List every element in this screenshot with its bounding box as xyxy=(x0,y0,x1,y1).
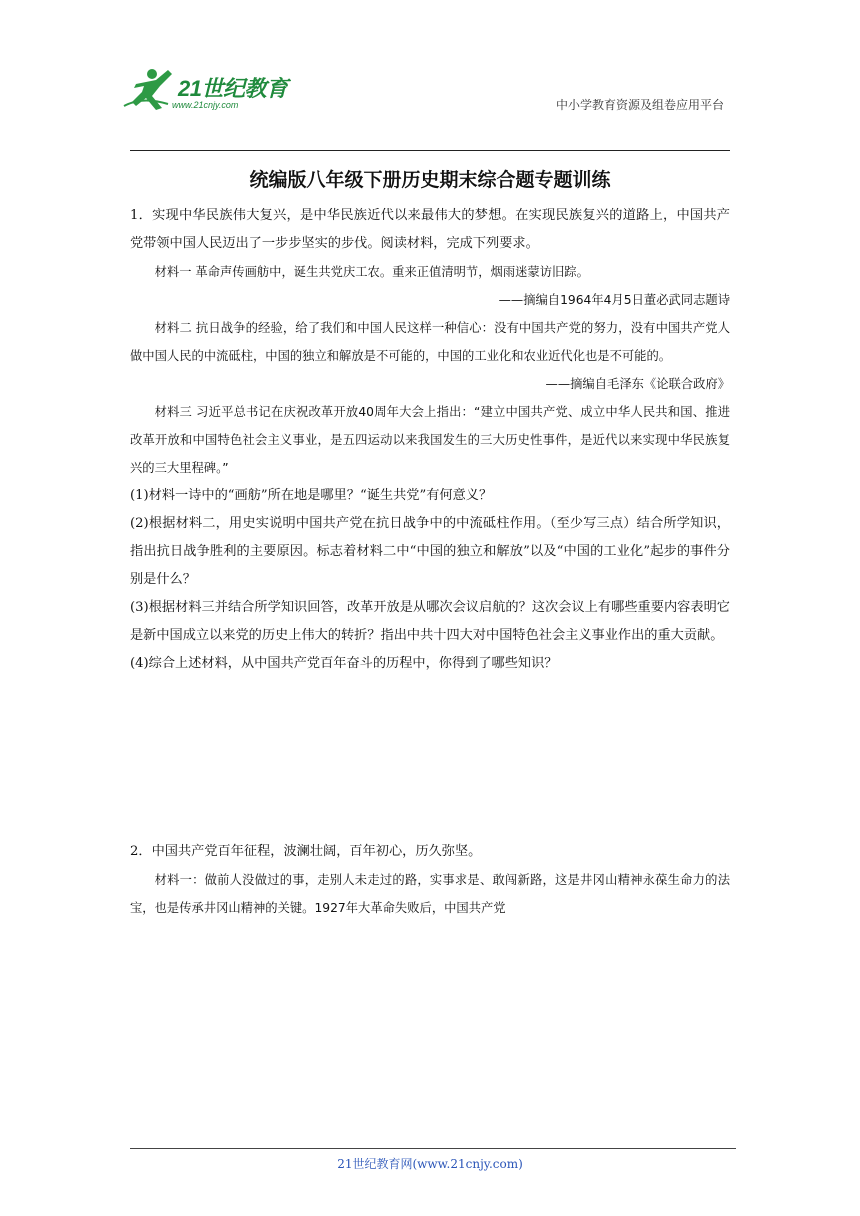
site-logo xyxy=(122,66,292,118)
q1-material-3: 材料三 习近平总书记在庆祝改革开放40周年大会上指出：“建立中国共产党、成立中华人民共和国、推进改革开放和中国特色社会主义事业，是五四运动以来我国发生的三大历史性事件，是近代以来实现中华民族复兴的三大里程碑。” xyxy=(130,405,730,475)
q1-material-1: 材料一 革命声传画舫中，诞生共党庆工农。重来正值清明节，烟雨迷蒙访旧踪。 xyxy=(154,265,589,279)
platform-label: 中小学教育资源及组卷应用平台 xyxy=(555,98,724,112)
q2-material-1: 材料一：做前人没做过的事，走别人未走过的路，实事求是、敢闯新路，这是井冈山精神永葆生命力的法宝，也是传承井冈山精神的关键。1927年大革命失败后，中国共产党 xyxy=(130,873,730,915)
logo-text: 21世纪教育 xyxy=(178,76,288,101)
logo-url: www.21cnjy.com xyxy=(172,100,239,110)
footer-divider xyxy=(130,1148,736,1149)
q1-subquestion-1: (1)材料一诗中的“画舫”所在地是哪里？“诞生共党”有何意义？ xyxy=(130,488,493,503)
runner-logo-icon xyxy=(122,66,178,112)
question-2-stem: 2．中国共产党百年征程，波澜壮阔，百年初心，历久弥坚。 xyxy=(130,844,482,859)
q1-material-2-source: ——摘编自毛泽东《论联合政府》 xyxy=(545,377,730,391)
page-title: 统编版八年级下册历史期末综合题专题训练 xyxy=(249,169,611,191)
q1-material-2: 材料二 抗日战争的经验，给了我们和中国人民这样一种信心：没有中国共产党的努力，没有中国共产党人做中国人民的中流砥柱，中国的独立和解放是不可能的，中国的工业化和农业近代化也是不可能的。 xyxy=(130,321,730,363)
q1-subquestion-3: (3)根据材料三并结合所学知识回答，改革开放是从哪次会议启航的？这次会议上有哪些重要内容表明它是新中国成立以来党的历史上伟大的转折？指出中共十四大对中国特色社会主义事业作出的重大贡献。 xyxy=(130,600,730,643)
q1-subquestion-4: (4)综合上述材料，从中国共产党百年奋斗的历程中，你得到了哪些知识？ xyxy=(130,656,558,671)
answer-space xyxy=(130,678,730,838)
footer-text: 21世纪教育网(www.21cnjy.com) xyxy=(337,1157,523,1171)
document-body xyxy=(130,202,730,922)
q1-material-1-source: ——摘编自1964年4月5日董必武同志题诗 xyxy=(498,293,730,307)
header-divider xyxy=(130,150,730,151)
question-1-stem: 1．实现中华民族伟大复兴，是中华民族近代以来最伟大的梦想。在实现民族复兴的道路上，中国共产党带领中国人民迈出了一步步坚实的步伐。阅读材料，完成下列要求。 xyxy=(130,208,730,251)
q1-subquestion-2: (2)根据材料二，用史实说明中国共产党在抗日战争中的中流砥柱作用。（至少写三点）结合所学知识，指出抗日战争胜利的主要原因。标志着材料二中“中国的独立和解放”以及“中国的工业化”起步的事件分别是什么？ xyxy=(130,516,730,587)
